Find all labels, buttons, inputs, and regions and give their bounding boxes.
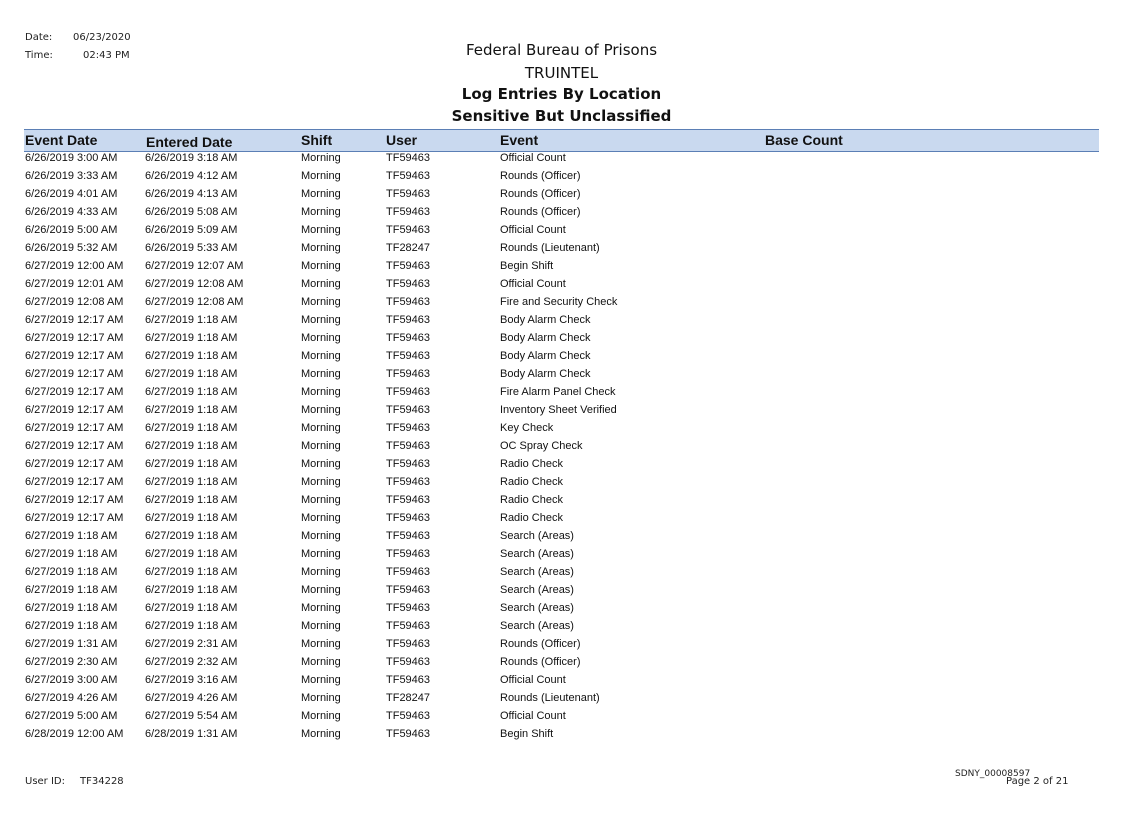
cell-shift: Morning (301, 314, 341, 326)
cell-user: TF59463 (386, 188, 431, 200)
table-row (0, 601, 1123, 619)
cell-event: Body Alarm Check (500, 350, 591, 362)
cell-event: Inventory Sheet Verified (500, 404, 617, 416)
table-row (0, 403, 1123, 421)
cell-event-date: 6/27/2019 1:18 AM (25, 584, 118, 596)
cell-user: TF59463 (386, 296, 431, 308)
cell-event: Search (Areas) (500, 530, 574, 542)
cell-user: TF59463 (386, 728, 431, 740)
cell-entered-date: 6/26/2019 3:18 AM (145, 152, 238, 164)
cell-entered-date: 6/26/2019 5:08 AM (145, 206, 238, 218)
cell-user: TF59463 (386, 494, 431, 506)
cell-entered-date: 6/27/2019 1:18 AM (145, 548, 238, 560)
cell-event-date: 6/27/2019 1:18 AM (25, 548, 118, 560)
cell-shift: Morning (301, 620, 341, 632)
cell-event: Begin Shift (500, 728, 554, 740)
cell-event: Rounds (Lieutenant) (500, 242, 600, 254)
column-header-user: User (386, 132, 418, 148)
cell-event-date: 6/27/2019 12:17 AM (25, 494, 124, 506)
cell-shift: Morning (301, 692, 341, 704)
column-header-entered-date: Entered Date (146, 134, 233, 150)
cell-event-date: 6/27/2019 4:26 AM (25, 692, 118, 704)
table-row (0, 475, 1123, 493)
cell-user: TF59463 (386, 224, 431, 236)
column-header-event: Event (500, 132, 539, 148)
user-id-label: User ID: (25, 776, 65, 787)
table-row (0, 151, 1123, 169)
cell-shift: Morning (301, 440, 341, 452)
table-row (0, 313, 1123, 331)
cell-shift: Morning (301, 512, 341, 524)
cell-event-date: 6/27/2019 12:17 AM (25, 368, 124, 380)
cell-shift: Morning (301, 602, 341, 614)
cell-user: TF59463 (386, 656, 431, 668)
cell-user: TF59463 (386, 710, 431, 722)
cell-event: Rounds (Officer) (500, 656, 581, 668)
table-row (0, 223, 1123, 241)
cell-shift: Morning (301, 368, 341, 380)
cell-entered-date: 6/26/2019 5:33 AM (145, 242, 238, 254)
table-row (0, 205, 1123, 223)
cell-user: TF59463 (386, 476, 431, 488)
cell-event: Key Check (500, 422, 554, 434)
cell-event-date: 6/27/2019 12:17 AM (25, 332, 124, 344)
cell-shift: Morning (301, 584, 341, 596)
cell-event-date: 6/27/2019 3:00 AM (25, 674, 118, 686)
cell-event: Rounds (Officer) (500, 170, 581, 182)
cell-entered-date: 6/27/2019 1:18 AM (145, 566, 238, 578)
column-header-event-date: Event Date (25, 132, 98, 148)
table-row (0, 511, 1123, 529)
cell-event: Begin Shift (500, 260, 554, 272)
time-value: 02:43 PM (83, 50, 130, 61)
cell-shift: Morning (301, 422, 341, 434)
cell-user: TF59463 (386, 404, 431, 416)
cell-shift: Morning (301, 656, 341, 668)
cell-shift: Morning (301, 224, 341, 236)
cell-entered-date: 6/27/2019 4:26 AM (145, 692, 238, 704)
table-row (0, 655, 1123, 673)
cell-user: TF59463 (386, 206, 431, 218)
cell-user: TF59463 (386, 440, 431, 452)
cell-event-date: 6/27/2019 5:00 AM (25, 710, 118, 722)
user-id-value: TF34228 (80, 776, 124, 787)
table-row (0, 583, 1123, 601)
cell-shift: Morning (301, 710, 341, 722)
column-header-shift: Shift (301, 132, 333, 148)
table-row (0, 295, 1123, 313)
cell-shift: Morning (301, 350, 341, 362)
cell-shift: Morning (301, 530, 341, 542)
classification-label: Sensitive But Unclassified (451, 107, 672, 125)
cell-event-date: 6/26/2019 4:33 AM (25, 206, 118, 218)
cell-shift: Morning (301, 206, 341, 218)
cell-shift: Morning (301, 170, 341, 182)
cell-event-date: 6/27/2019 12:17 AM (25, 404, 124, 416)
cell-user: TF59463 (386, 458, 431, 470)
cell-event-date: 6/27/2019 1:18 AM (25, 530, 118, 542)
table-row (0, 331, 1123, 349)
cell-event: Radio Check (500, 476, 563, 488)
cell-user: TF59463 (386, 512, 431, 524)
cell-event: Rounds (Officer) (500, 206, 581, 218)
cell-shift: Morning (301, 260, 341, 272)
cell-entered-date: 6/27/2019 2:32 AM (145, 656, 238, 668)
cell-user: TF28247 (386, 692, 431, 704)
page-number: Page 2 of 21 (1006, 776, 1069, 787)
cell-event: Rounds (Officer) (500, 638, 581, 650)
cell-event-date: 6/27/2019 12:17 AM (25, 350, 124, 362)
cell-shift: Morning (301, 566, 341, 578)
cell-entered-date: 6/27/2019 1:18 AM (145, 602, 238, 614)
cell-shift: Morning (301, 188, 341, 200)
cell-event-date: 6/27/2019 12:17 AM (25, 440, 124, 452)
cell-user: TF59463 (386, 638, 431, 650)
cell-shift: Morning (301, 728, 341, 740)
column-header-base-count: Base Count (765, 132, 843, 148)
cell-user: TF59463 (386, 674, 431, 686)
cell-event-date: 6/27/2019 1:31 AM (25, 638, 118, 650)
cell-user: TF59463 (386, 350, 431, 362)
cell-event: Rounds (Officer) (500, 188, 581, 200)
cell-user: TF59463 (386, 260, 431, 272)
cell-entered-date: 6/27/2019 1:18 AM (145, 584, 238, 596)
cell-event-date: 6/28/2019 12:00 AM (25, 728, 124, 740)
table-row (0, 691, 1123, 709)
cell-entered-date: 6/27/2019 1:18 AM (145, 332, 238, 344)
cell-shift: Morning (301, 638, 341, 650)
cell-event: Official Count (500, 152, 566, 164)
table-row (0, 241, 1123, 259)
cell-event-date: 6/27/2019 1:18 AM (25, 602, 118, 614)
cell-entered-date: 6/27/2019 1:18 AM (145, 620, 238, 632)
cell-event: Fire Alarm Panel Check (500, 386, 616, 398)
cell-event: Official Count (500, 710, 566, 722)
cell-user: TF59463 (386, 368, 431, 380)
cell-user: TF59463 (386, 170, 431, 182)
cell-event-date: 6/27/2019 12:17 AM (25, 386, 124, 398)
cell-entered-date: 6/27/2019 3:16 AM (145, 674, 238, 686)
cell-event-date: 6/26/2019 3:33 AM (25, 170, 118, 182)
cell-user: TF59463 (386, 386, 431, 398)
cell-event-date: 6/27/2019 1:18 AM (25, 566, 118, 578)
cell-user: TF59463 (386, 548, 431, 560)
cell-event: Search (Areas) (500, 602, 574, 614)
cell-event: Fire and Security Check (500, 296, 618, 308)
cell-entered-date: 6/27/2019 1:18 AM (145, 314, 238, 326)
cell-event-date: 6/27/2019 12:17 AM (25, 314, 124, 326)
cell-event: Radio Check (500, 458, 563, 470)
report-title: Log Entries By Location (461, 85, 662, 103)
table-row (0, 187, 1123, 205)
cell-user: TF59463 (386, 152, 431, 164)
cell-event: Search (Areas) (500, 566, 574, 578)
cell-entered-date: 6/27/2019 1:18 AM (145, 350, 238, 362)
cell-event-date: 6/26/2019 5:32 AM (25, 242, 118, 254)
cell-entered-date: 6/27/2019 1:18 AM (145, 422, 238, 434)
table-row (0, 493, 1123, 511)
cell-entered-date: 6/27/2019 2:31 AM (145, 638, 238, 650)
table-row (0, 619, 1123, 637)
cell-entered-date: 6/27/2019 5:54 AM (145, 710, 238, 722)
cell-event-date: 6/26/2019 4:01 AM (25, 188, 118, 200)
cell-entered-date: 6/27/2019 1:18 AM (145, 530, 238, 542)
table-row (0, 637, 1123, 655)
cell-event-date: 6/27/2019 12:17 AM (25, 422, 124, 434)
table-row (0, 169, 1123, 187)
cell-entered-date: 6/27/2019 1:18 AM (145, 476, 238, 488)
cell-event-date: 6/27/2019 12:08 AM (25, 296, 124, 308)
cell-entered-date: 6/27/2019 1:18 AM (145, 386, 238, 398)
table-row (0, 547, 1123, 565)
cell-user: TF59463 (386, 314, 431, 326)
cell-shift: Morning (301, 548, 341, 560)
table-row (0, 421, 1123, 439)
cell-entered-date: 6/26/2019 4:12 AM (145, 170, 238, 182)
cell-shift: Morning (301, 458, 341, 470)
cell-shift: Morning (301, 242, 341, 254)
cell-user: TF59463 (386, 566, 431, 578)
cell-event: Radio Check (500, 512, 563, 524)
cell-event: Rounds (Lieutenant) (500, 692, 600, 704)
cell-shift: Morning (301, 296, 341, 308)
cell-entered-date: 6/27/2019 12:08 AM (145, 296, 244, 308)
date-value: 06/23/2020 (73, 32, 131, 43)
cell-user: TF59463 (386, 332, 431, 344)
cell-entered-date: 6/26/2019 5:09 AM (145, 224, 238, 236)
table-row (0, 709, 1123, 727)
cell-user: TF59463 (386, 278, 431, 290)
cell-event-date: 6/27/2019 12:01 AM (25, 278, 124, 290)
cell-event-date: 6/27/2019 12:17 AM (25, 512, 124, 524)
time-label: Time: (25, 50, 53, 61)
table-row (0, 727, 1123, 745)
cell-event: Search (Areas) (500, 584, 574, 596)
cell-entered-date: 6/27/2019 1:18 AM (145, 512, 238, 524)
table-row (0, 259, 1123, 277)
cell-event: Body Alarm Check (500, 368, 591, 380)
cell-entered-date: 6/28/2019 1:31 AM (145, 728, 238, 740)
cell-shift: Morning (301, 278, 341, 290)
cell-event-date: 6/26/2019 5:00 AM (25, 224, 118, 236)
table-row (0, 277, 1123, 295)
cell-event-date: 6/26/2019 3:00 AM (25, 152, 118, 164)
cell-event-date: 6/27/2019 2:30 AM (25, 656, 118, 668)
cell-event: Search (Areas) (500, 548, 574, 560)
cell-shift: Morning (301, 494, 341, 506)
cell-user: TF59463 (386, 422, 431, 434)
cell-entered-date: 6/26/2019 4:13 AM (145, 188, 238, 200)
cell-user: TF28247 (386, 242, 431, 254)
cell-entered-date: 6/27/2019 12:07 AM (145, 260, 244, 272)
cell-entered-date: 6/27/2019 1:18 AM (145, 404, 238, 416)
cell-event: Search (Areas) (500, 620, 574, 632)
cell-entered-date: 6/27/2019 1:18 AM (145, 458, 238, 470)
table-row (0, 367, 1123, 385)
cell-shift: Morning (301, 152, 341, 164)
cell-event: Official Count (500, 674, 566, 686)
cell-entered-date: 6/27/2019 12:08 AM (145, 278, 244, 290)
cell-user: TF59463 (386, 530, 431, 542)
cell-shift: Morning (301, 332, 341, 344)
log-entries-table (0, 151, 1123, 745)
bates-number: SDNY_00008597 (955, 769, 1031, 779)
cell-shift: Morning (301, 386, 341, 398)
agency-title: Federal Bureau of Prisons (465, 41, 658, 59)
cell-event: Official Count (500, 278, 566, 290)
table-row (0, 673, 1123, 691)
cell-event: Radio Check (500, 494, 563, 506)
cell-event-date: 6/27/2019 12:00 AM (25, 260, 124, 272)
table-row (0, 457, 1123, 475)
table-row (0, 565, 1123, 583)
date-label: Date: (25, 32, 53, 43)
table-row (0, 439, 1123, 457)
cell-event: Official Count (500, 224, 566, 236)
cell-user: TF59463 (386, 584, 431, 596)
cell-event-date: 6/27/2019 12:17 AM (25, 458, 124, 470)
cell-shift: Morning (301, 404, 341, 416)
table-row (0, 385, 1123, 403)
cell-shift: Morning (301, 674, 341, 686)
cell-event-date: 6/27/2019 12:17 AM (25, 476, 124, 488)
system-name: TRUINTEL (524, 64, 599, 82)
cell-event: Body Alarm Check (500, 314, 591, 326)
cell-event: OC Spray Check (500, 440, 583, 452)
cell-event: Body Alarm Check (500, 332, 591, 344)
cell-entered-date: 6/27/2019 1:18 AM (145, 440, 238, 452)
cell-entered-date: 6/27/2019 1:18 AM (145, 494, 238, 506)
cell-entered-date: 6/27/2019 1:18 AM (145, 368, 238, 380)
cell-user: TF59463 (386, 620, 431, 632)
table-row (0, 529, 1123, 547)
cell-shift: Morning (301, 476, 341, 488)
cell-user: TF59463 (386, 602, 431, 614)
cell-event-date: 6/27/2019 1:18 AM (25, 620, 118, 632)
table-row (0, 349, 1123, 367)
